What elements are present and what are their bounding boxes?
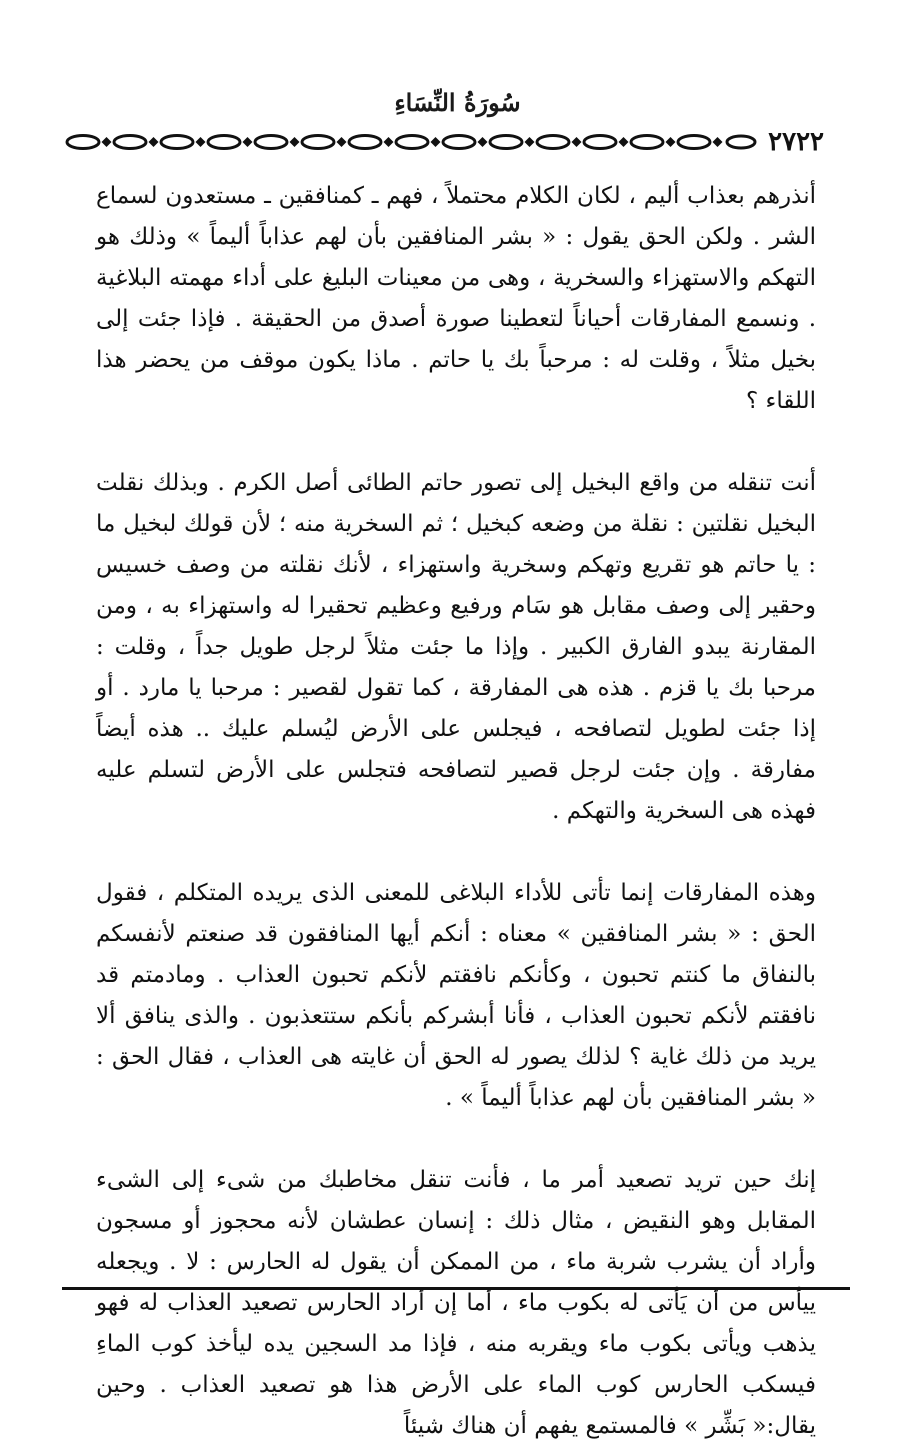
paragraph-4: إنك حين تريد تصعيد أمر ما ، فأنت تنقل مخاطبك من شىء إلى الشىء المقابل وهو النقيض ، مثال ذلك : إنسان عطشان لأنه محجوز أو مسجون وأراد أن يشرب شربة ماء ، من الممكن أن يقول له الحارس : لا . ويجعله ييأس من أن يَأتى له بكوب ماء ، أما إن أراد الحارس تصعيد العذاب له فهو يذهب ويأتى بكوب ماء ويقربه منه ، فإذا مد السجين يده ليأخذ كوب الماءِ فيسكب الحارس كوب الماء على الأرض هذا هو تصعيد العذاب . وحين يقال:« بَشِّر » فالمستمع يفهم أن هناك شيئاً — [96, 1167, 816, 1439]
chain-diamond-icon — [290, 137, 300, 147]
chain-link-icon — [114, 136, 146, 149]
body-text — [96, 176, 816, 1447]
paragraph-2: أنت تنقله من واقع البخيل إلى تصور حاتم الطائى أصل الكرم . وبذلك نقلت البخيل نقلتين : نقلة من وضعه كبخيل ؛ ثم السخرية منه ؛ لأن قولك لبخيل ما : يا حاتم هو تقريع وتهكم وسخرية واستهزاء ، لأنك نقلته من وصف خسيس وحقير إلى وصف مقابل هو سَام ورفيع وعظيم تحقيرا له واستهزاء به ، ومن المقارنة يبدو الفارق الكبير . وإذا ما جئت مثلاً لرجل طويل جداً ، وقلت : مرحبا بك يا قزم . هذه هى المفارقة ، كما تقول لقصير : مرحبا يا مارد . أو إذا جئت لطويل لتصافحه ، فيجلس على الأرض ليُسلم عليك .. هذه أيضاً مفارقة . وإن جئت لرجل قصير لتصافحه فتجلس على الأرض لتسلم عليه فهذه هى السخرية والتهكم . — [96, 470, 816, 824]
chain-link-icon — [349, 136, 381, 149]
chain-diamond-icon — [572, 137, 582, 147]
page-number: ٢٧٢٢ — [768, 127, 824, 157]
chain-link-icon — [161, 136, 193, 149]
chain-diamond-icon — [525, 137, 535, 147]
chain-link-icon — [302, 136, 334, 149]
chain-link-icon — [631, 136, 663, 149]
chain-link-icon — [208, 136, 240, 149]
chain-link-icon — [490, 136, 522, 149]
chain-diamond-icon — [102, 137, 112, 147]
chain-link-icon — [67, 136, 99, 149]
chain-diamond-icon — [431, 137, 441, 147]
chain-diamond-icon — [243, 137, 253, 147]
paragraph-1: أنذرهم بعذاب أليم ، لكان الكلام محتملاً ، فهم ـ كمنافقين ـ مستعدون لسماع الشر . ولكن الحق يقول : « بشر المنافقين بأن لهم عذاباً أليماً » وذلك هو التهكم والاستهزاء والسخرية ، وهى من معينات البليغ على أداء مهمته البلاغية . ونسمع المفارقات أحياناً لتعطينا صورة أصدق من الحقيقة . فإذا جئت إلى بخيل مثلاً ، وقلت له : مرحباً بك يا حاتم . ماذا يكون موقف من يحضر هذا اللقاء ؟ — [96, 183, 816, 414]
chain-link-icon — [255, 136, 287, 149]
page-header — [62, 124, 834, 160]
footer-rule — [62, 1287, 850, 1290]
chain-link-icon — [584, 136, 616, 149]
chain-diamond-icon — [619, 137, 629, 147]
chain-diamond-icon — [666, 137, 676, 147]
chain-diamond-icon — [196, 137, 206, 147]
chain-ornament-icon — [62, 124, 724, 160]
chain-link-icon — [537, 136, 569, 149]
chain-diamond-icon — [713, 137, 723, 147]
paragraph-3: وهذه المفارقات إنما تأتى للأداء البلاغى للمعنى الذى يريده المتكلم ، فقول الحق : « بشر المنافقين » معناه : أنكم أيها المنافقون قد صنعتم لأنفسكم بالنفاق ما كنتم تحبون ، وكأنكم نافقتم لأنكم تحبون العذاب . ومادمتم قد نافقتم لأنكم تحبون العذاب ، فأنا أبشركم بأنكم ستتعذبون . والذى ينافق ألا يريد من ذلك غاية ؟ لذلك يصور له الحق أن غايته هى العذاب ، فقال الحق : « بشر المنافقين بأن لهم عذاباً أليماً » . — [96, 880, 816, 1111]
chain-link-icon — [678, 136, 710, 149]
chain-link-icon — [443, 136, 475, 149]
chain-diamond-icon — [337, 137, 347, 147]
chain-diamond-icon — [384, 137, 394, 147]
oval-ornament-icon — [724, 124, 758, 160]
chain-diamond-icon — [478, 137, 488, 147]
chain-diamond-icon — [149, 137, 159, 147]
surah-title: سُورَةُ النِّسَاءِ — [394, 88, 521, 117]
chain-link-icon — [396, 136, 428, 149]
